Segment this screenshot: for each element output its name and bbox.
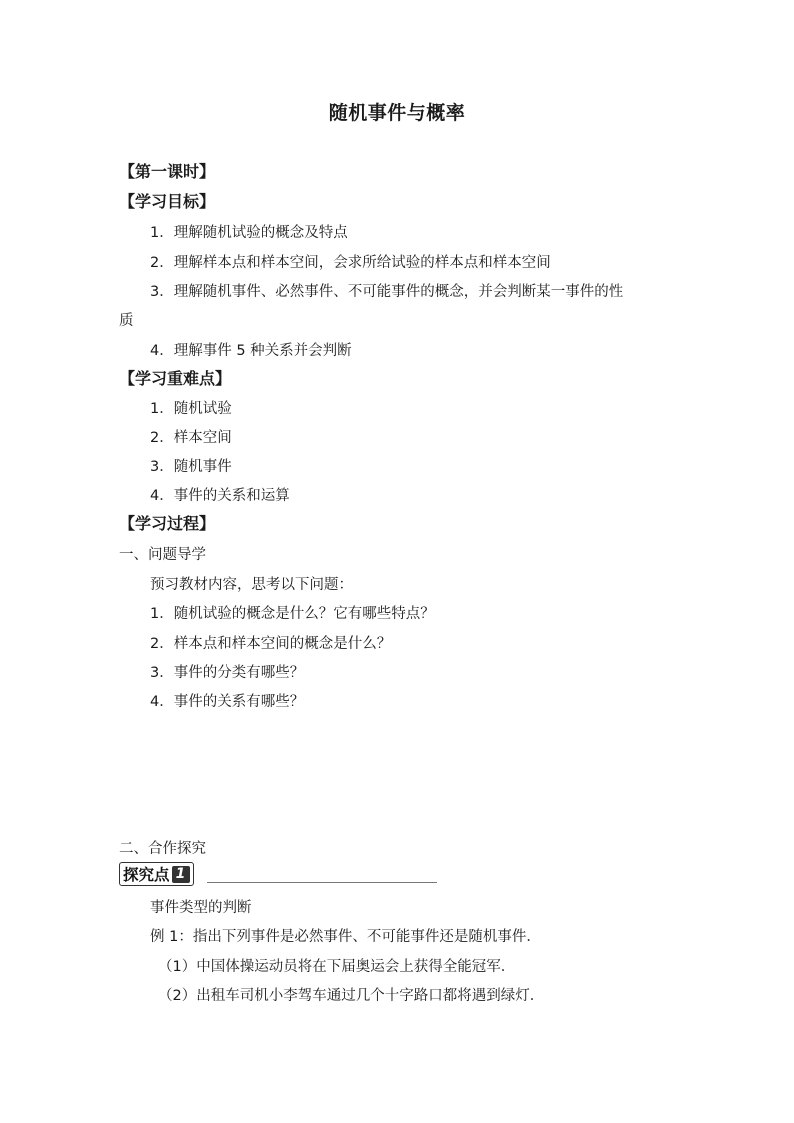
objective-item: 3．理解随机事件、必然事件、不可能事件的概念，并会判断某一事件的性: [150, 284, 624, 300]
objectives-heading: 【学习目标】: [119, 192, 216, 211]
key-point-item: 3．随机事件: [150, 459, 232, 475]
key-point-item: 2．样本空间: [150, 430, 232, 446]
objective-item: 4．理解事件 5 种关系并会判断: [150, 343, 352, 359]
question-item: 3．事件的分类有哪些？: [150, 665, 305, 681]
explore-point-badge: [119, 862, 439, 886]
example-line: 例 1：指出下列事件是必然事件、不可能事件还是随机事件．: [150, 929, 541, 945]
topic-line: 事件类型的判断: [150, 900, 252, 916]
badge-number: 1: [172, 866, 190, 883]
part2-title: 二、合作探究: [119, 841, 206, 857]
question-item: 4．事件的关系有哪些？: [150, 694, 305, 710]
key-point-item: 1．随机试验: [150, 401, 232, 417]
process-heading: 【学习过程】: [119, 514, 216, 533]
page-title: 随机事件与概率: [328, 102, 466, 124]
badge-label: 探究点: [123, 866, 170, 884]
question-item: 2．样本点和样本空间的概念是什么？: [150, 636, 392, 652]
part1-intro: 预习教材内容，思考以下问题：: [150, 577, 353, 593]
objective-item: 1．理解随机试验的概念及特点: [150, 225, 348, 241]
case-item: （1）中国体操运动员将在下届奥运会上获得全能冠军．: [158, 959, 516, 975]
key-point-item: 4．事件的关系和运算: [150, 488, 290, 504]
lesson-heading: 【第一课时】: [119, 162, 216, 181]
objective-item: 2．理解样本点和样本空间，会求所给试验的样本点和样本空间: [150, 255, 551, 271]
case-item: （2）出租车司机小李驾车通过几个十字路口都将遇到绿灯．: [158, 988, 545, 1004]
part1-title: 一、问题导学: [119, 547, 206, 563]
objective-item-continuation: 质: [119, 313, 134, 329]
badge-underline: [207, 882, 437, 883]
key-points-heading: 【学习重难点】: [119, 369, 232, 388]
badge-box: [119, 862, 194, 886]
question-item: 1．随机试验的概念是什么？它有哪些特点？: [150, 606, 435, 622]
